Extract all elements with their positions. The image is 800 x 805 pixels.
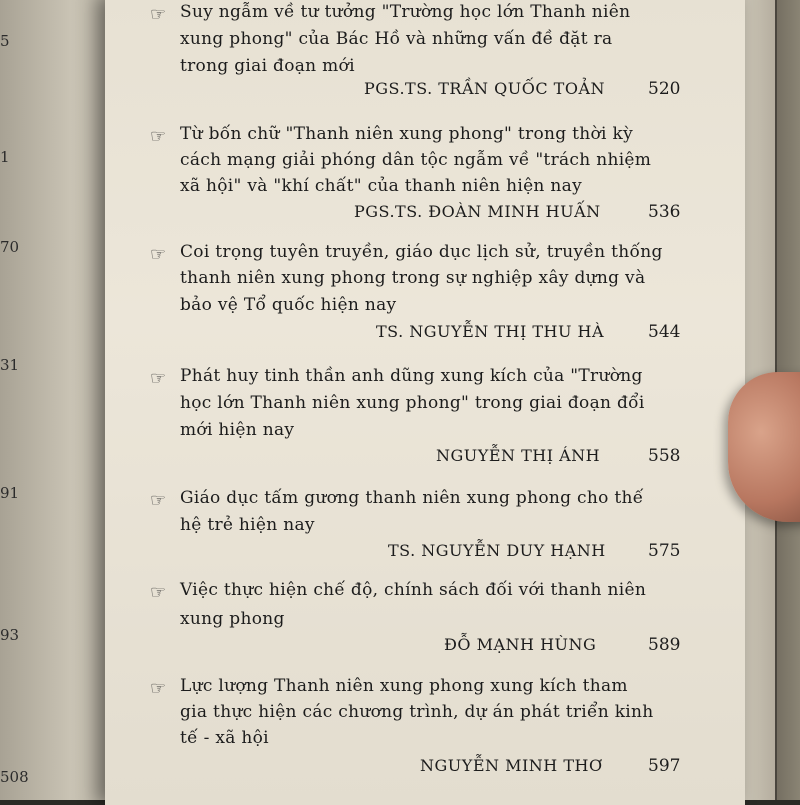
hand-pointing-arrow-icon: ☞ xyxy=(150,678,167,699)
entry-title-line: xung phong xyxy=(180,609,285,629)
left-page-number: 5 xyxy=(0,32,10,50)
entry-page-number: 544 xyxy=(648,322,681,342)
hand-pointing-arrow-icon: ☞ xyxy=(150,582,167,603)
left-page-number: 31 xyxy=(0,356,20,374)
entry-title-line: xã hội" và "khí chất" của thanh niên hiện nay xyxy=(180,176,582,196)
entry-author: ĐỖ MẠNH HÙNG xyxy=(444,635,597,654)
entry-title-line: bảo vệ Tổ quốc hiện nay xyxy=(180,295,397,315)
entry-page-number: 558 xyxy=(648,446,681,466)
entry-title-line: Lực lượng Thanh niên xung phong xung kích tham xyxy=(180,676,628,696)
hand-pointing-arrow-icon: ☞ xyxy=(150,244,167,265)
left-page-number: 508 xyxy=(0,768,29,786)
entry-title-line: gia thực hiện các chương trình, dự án phát triển kinh xyxy=(180,702,654,722)
entry-title-line: Suy ngẫm về tư tưởng "Trường học lớn Thanh niên xyxy=(180,2,631,22)
entry-author: PGS.TS. TRẦN QUỐC TOẢN xyxy=(364,79,606,98)
entry-title-line: cách mạng giải phóng dân tộc ngẫm về "trách nhiệm xyxy=(180,150,652,170)
entry-page-number: 597 xyxy=(648,756,681,776)
entry-page-number: 589 xyxy=(648,635,681,655)
left-page-number: 93 xyxy=(0,626,20,644)
entry-title-line: tế - xã hội xyxy=(180,728,269,748)
entry-title-line: Coi trọng tuyên truyền, giáo dục lịch sử, truyền thống xyxy=(180,242,663,262)
entry-title-line: hệ trẻ hiện nay xyxy=(180,515,315,535)
entry-author: NGUYỄN THỊ ÁNH xyxy=(436,446,601,465)
entry-title-line: Từ bốn chữ "Thanh niên xung phong" trong thời kỳ xyxy=(180,124,633,144)
hand-pointing-arrow-icon: ☞ xyxy=(150,368,167,389)
entry-author: TS. NGUYỄN DUY HẠNH xyxy=(388,541,606,560)
entry-page-number: 536 xyxy=(648,202,681,222)
hand-pointing-arrow-icon: ☞ xyxy=(150,490,167,511)
hand-pointing-arrow-icon: ☞ xyxy=(150,126,167,147)
entry-title-line: Phát huy tinh thần anh dũng xung kích của "Trường xyxy=(180,366,643,386)
hand-pointing-arrow-icon: ☞ xyxy=(150,4,167,25)
entry-title-line: trong giai đoạn mới xyxy=(180,56,355,76)
entry-title-line: mới hiện nay xyxy=(180,420,295,440)
entry-title-line: xung phong" của Bác Hồ và những vấn đề đặt ra xyxy=(180,29,613,49)
left-page-number: 70 xyxy=(0,238,20,256)
entry-title-line: thanh niên xung phong trong sự nghiệp xây dựng và xyxy=(180,268,646,288)
entry-page-number: 520 xyxy=(648,79,681,99)
left-page-number: 91 xyxy=(0,484,20,502)
entry-author: NGUYỄN MINH THƠ xyxy=(420,756,603,775)
entry-title-line: Giáo dục tấm gương thanh niên xung phong cho thế xyxy=(180,488,644,508)
entry-author: TS. NGUYỄN THỊ THU HÀ xyxy=(376,322,605,341)
entry-author: PGS.TS. ĐOÀN MINH HUẤN xyxy=(354,202,601,221)
left-page-number: 1 xyxy=(0,148,10,166)
entry-page-number: 575 xyxy=(648,541,681,561)
entry-title-line: học lớn Thanh niên xung phong" trong giai đoạn đổi xyxy=(180,393,645,413)
entry-title-line: Việc thực hiện chế độ, chính sách đối với thanh niên xyxy=(180,580,647,600)
